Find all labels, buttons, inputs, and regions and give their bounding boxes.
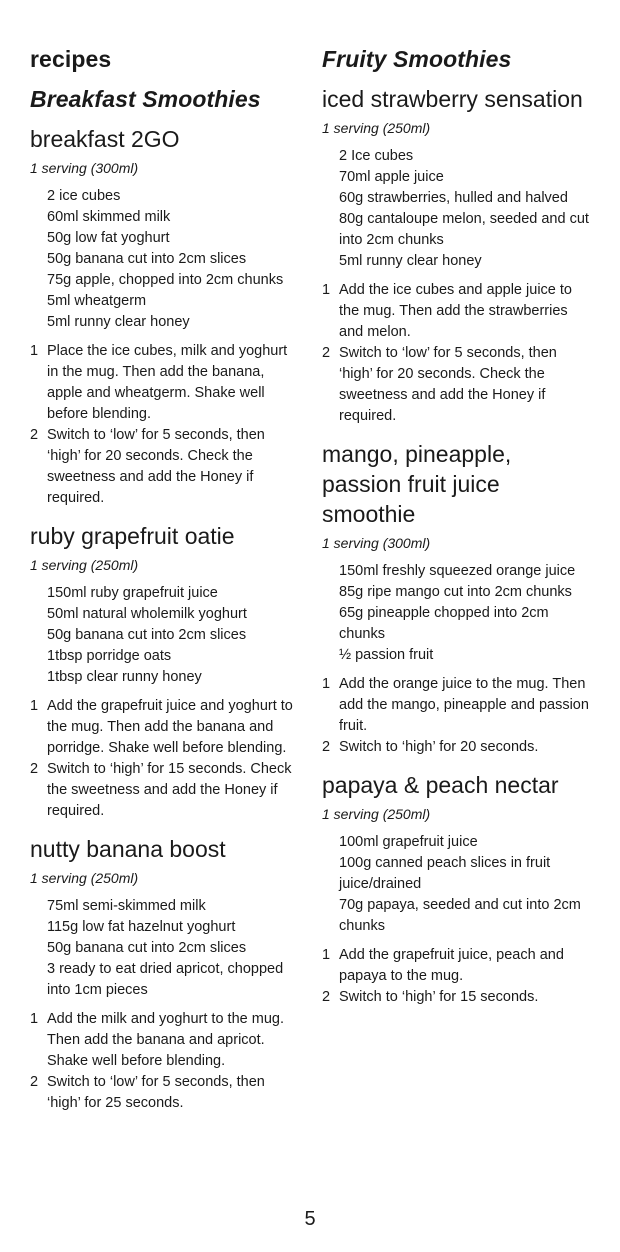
ingredient-item: 50g low fat yoghurt <box>47 230 170 246</box>
step-text: Switch to ‘high’ for 15 seconds. Check the sweetness and add the Honey if required. <box>47 761 292 819</box>
ingredient-item: 50g banana cut into 2cm slices <box>47 251 247 267</box>
page-heading: recipes <box>30 46 112 72</box>
ingredient-item: 2 Ice cubes <box>339 148 414 164</box>
left-column <box>30 44 298 1126</box>
method-step <box>322 987 594 1008</box>
recipe-list <box>322 84 594 1008</box>
ingredient-item: 70g papaya, seeded and cut into 2cm chunks <box>339 897 581 934</box>
serving-size: 1 serving (250ml) <box>30 870 139 886</box>
step-text: Add the grapefruit juice and yoghurt to the mug. Then add the banana and porridge. Shake well before blending. <box>47 698 293 756</box>
ingredient-item: 75g apple, chopped into 2cm chunks <box>47 272 284 288</box>
ingredient-item: 1tbsp porridge oats <box>47 648 172 664</box>
ingredient-item: 115g low fat hazelnut yoghurt <box>47 919 236 935</box>
right-column <box>322 44 594 1020</box>
serving-size: 1 serving (250ml) <box>322 120 431 136</box>
ingredient-item: 2 ice cubes <box>47 188 121 204</box>
step-number: 2 <box>322 345 331 361</box>
step-text: Switch to ‘high’ for 15 seconds. <box>339 989 539 1005</box>
method-step <box>30 1072 298 1114</box>
ingredient-list <box>322 832 594 937</box>
ingredient-list <box>322 146 594 272</box>
method-step <box>30 759 298 822</box>
method-step <box>30 425 298 509</box>
step-number: 2 <box>30 427 39 443</box>
step-text: Add the grapefruit juice, peach and papaya to the mug. <box>339 947 564 984</box>
recipe <box>322 84 594 427</box>
recipe <box>30 521 298 822</box>
recipe <box>30 124 298 509</box>
ingredient-item: 70ml apple juice <box>339 169 444 185</box>
step-number: 1 <box>322 947 331 963</box>
method-steps <box>322 945 594 1008</box>
ingredient-item: 150ml freshly squeezed orange juice <box>339 563 576 579</box>
section-heading-fruity: Fruity Smoothies <box>322 46 512 72</box>
ingredient-list <box>30 186 298 333</box>
recipe-title: breakfast 2GO <box>30 126 180 152</box>
serving-size: 1 serving (300ml) <box>30 160 139 176</box>
ingredient-item: 3 ready to eat dried apricot, chopped into 1cm pieces <box>47 961 284 998</box>
step-number: 1 <box>30 1011 39 1027</box>
ingredient-item: 50ml natural wholemilk yoghurt <box>47 606 247 622</box>
ingredient-list <box>30 896 298 1001</box>
ingredient-item: 50g banana cut into 2cm slices <box>47 627 247 643</box>
page-number: 5 <box>304 1208 316 1230</box>
ingredient-item: 60ml skimmed milk <box>47 209 171 225</box>
step-number: 1 <box>322 676 331 692</box>
ingredient-item: 100g canned peach slices in fruit juice/drained <box>339 855 551 892</box>
method-steps <box>30 1009 298 1114</box>
method-step <box>30 696 298 759</box>
step-text: Add the ice cubes and apple juice to the mug. Then add the strawberries and melon. <box>339 282 572 340</box>
method-steps <box>30 696 298 822</box>
recipe-title: nutty banana boost <box>30 836 226 862</box>
ingredient-item: 5ml runny clear honey <box>47 314 190 330</box>
recipe <box>322 439 594 758</box>
recipe-list <box>30 124 298 1114</box>
ingredient-item: 1tbsp clear runny honey <box>47 669 202 685</box>
step-text: Add the milk and yoghurt to the mug. Then add the banana and apricot. Shake well before blending. <box>47 1011 284 1069</box>
ingredient-item: 5ml runny clear honey <box>339 253 482 269</box>
serving-size: 1 serving (250ml) <box>30 557 139 573</box>
step-number: 2 <box>322 989 331 1005</box>
step-number: 1 <box>30 698 39 714</box>
step-number: 2 <box>322 739 331 755</box>
method-step <box>322 674 594 737</box>
section-heading-breakfast: Breakfast Smoothies <box>30 86 261 112</box>
ingredient-item: ½ passion fruit <box>339 647 434 663</box>
ingredient-item: 85g ripe mango cut into 2cm chunks <box>339 584 572 600</box>
method-step <box>30 1009 298 1072</box>
serving-size: 1 serving (250ml) <box>322 806 431 822</box>
method-step <box>322 280 594 343</box>
ingredient-item: 50g banana cut into 2cm slices <box>47 940 247 956</box>
ingredient-list <box>30 583 298 688</box>
ingredient-item: 60g strawberries, hulled and halved <box>339 190 568 206</box>
method-step <box>322 343 594 427</box>
ingredient-item: 80g cantaloupe melon, seeded and cut into 2cm chunks <box>339 211 589 248</box>
step-number: 2 <box>30 761 39 777</box>
step-text: Switch to ‘low’ for 5 seconds, then ‘high’ for 20 seconds. Check the sweetness and add the Honey if required. <box>339 345 557 424</box>
ingredient-item: 5ml wheatgerm <box>47 293 147 309</box>
method-step <box>30 341 298 425</box>
serving-size: 1 serving (300ml) <box>322 535 431 551</box>
method-steps <box>322 280 594 427</box>
recipe-title: iced strawberry sensation <box>322 86 583 112</box>
ingredient-list <box>322 561 594 666</box>
ingredient-item: 150ml ruby grapefruit juice <box>47 585 218 601</box>
step-text: Switch to ‘low’ for 5 seconds, then ‘high’ for 25 seconds. <box>47 1074 265 1111</box>
ingredient-item: 75ml semi-skimmed milk <box>47 898 206 914</box>
recipe <box>322 770 594 1008</box>
recipe-title: mango, pineapple, passion fruit juice smoothie <box>322 441 512 527</box>
ingredient-item: 65g pineapple chopped into 2cm chunks <box>339 605 549 642</box>
recipe-title: papaya & peach nectar <box>322 772 559 798</box>
recipe <box>30 834 298 1114</box>
method-steps <box>322 674 594 758</box>
step-text: Add the orange juice to the mug. Then add the mango, pineapple and passion fruit. <box>339 676 589 734</box>
method-steps <box>30 341 298 509</box>
step-text: Switch to ‘high’ for 20 seconds. <box>339 739 539 755</box>
method-step <box>322 945 594 987</box>
step-text: Place the ice cubes, milk and yoghurt in the mug. Then add the banana, apple and wheatgerm. Shake well before blending. <box>47 343 288 422</box>
recipe-title: ruby grapefruit oatie <box>30 523 235 549</box>
step-text: Switch to ‘low’ for 5 seconds, then ‘high’ for 20 seconds. Check the sweetness and add the Honey if required. <box>47 427 265 506</box>
method-step <box>322 737 594 758</box>
step-number: 1 <box>322 282 331 298</box>
step-number: 2 <box>30 1074 39 1090</box>
step-number: 1 <box>30 343 39 359</box>
ingredient-item: 100ml grapefruit juice <box>339 834 478 850</box>
